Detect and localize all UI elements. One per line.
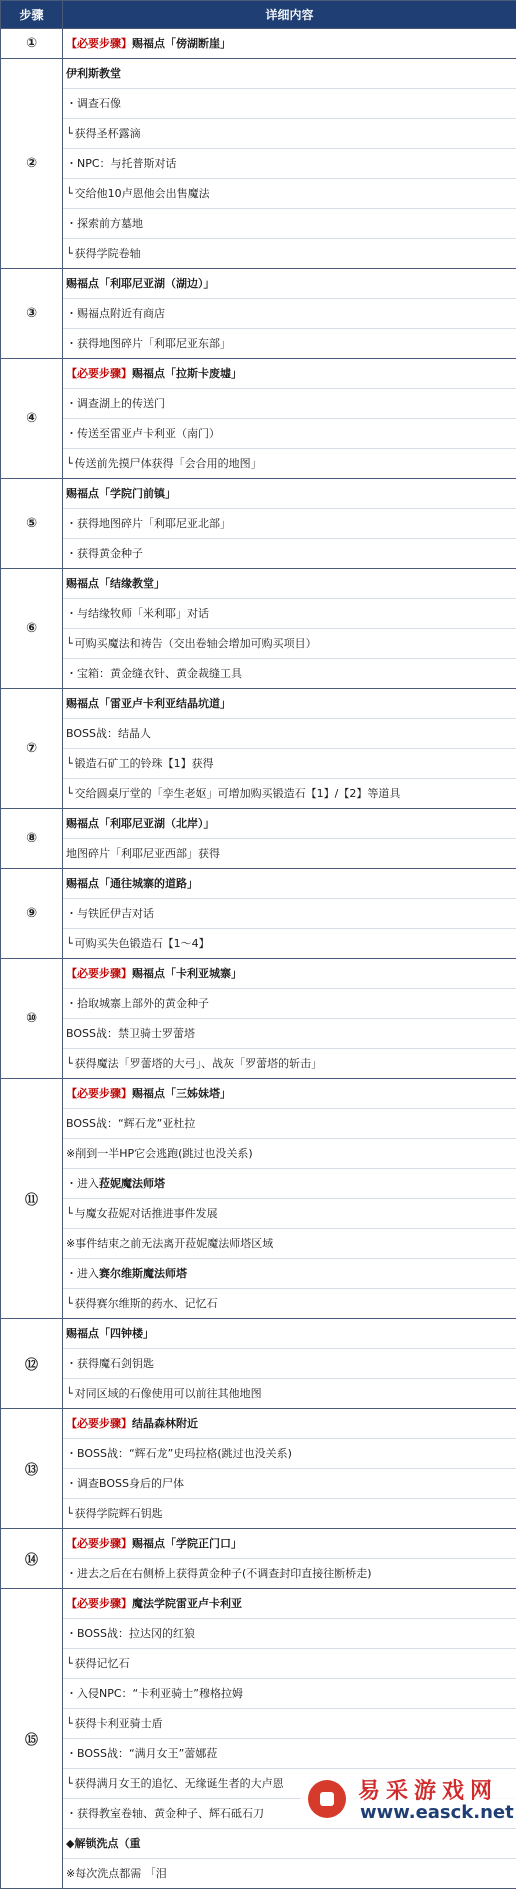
heading-text: 赛尔维斯魔法师塔 bbox=[99, 1267, 187, 1280]
detail-line: ※事件结束之前无法离开菈妮魔法师塔区域 bbox=[63, 1229, 516, 1259]
required-step-tag: 【必要步骤】 bbox=[66, 1537, 132, 1550]
detail-line: BOSS战：结晶人 bbox=[63, 719, 516, 749]
step-number: ② bbox=[1, 59, 63, 269]
heading-text: 赐福点「三姊妹塔」 bbox=[132, 1087, 231, 1100]
table-header-row bbox=[1, 1, 516, 29]
heading-text: ・进入 bbox=[66, 1267, 99, 1280]
table-row bbox=[1, 809, 516, 869]
detail-line: ・ 与铁匠伊吉对话 bbox=[63, 899, 516, 929]
step-detail bbox=[63, 569, 516, 689]
location-heading: 伊利斯教堂 bbox=[63, 59, 516, 89]
table-row bbox=[1, 1079, 516, 1319]
detail-line: └ 获得学院辉石钥匙 bbox=[63, 1499, 516, 1528]
detail-line: ・ 获得教室卷轴、黄金种子、辉石砥石刀 bbox=[63, 1799, 516, 1829]
step-detail bbox=[63, 29, 516, 59]
detail-line: ・ 获得地图碎片「利耶尼亚北部」 bbox=[63, 509, 516, 539]
location-heading bbox=[63, 1589, 516, 1619]
detail-line: └ 与魔女菈妮对话推进事件发展 bbox=[63, 1199, 516, 1229]
detail-line: BOSS战：“辉石龙”亚杜拉 bbox=[63, 1109, 516, 1139]
table-row bbox=[1, 959, 516, 1079]
table-body bbox=[1, 29, 516, 1889]
step-detail bbox=[63, 269, 516, 359]
detail-line: └ 可购买失色锻造石【1～4】 bbox=[63, 929, 516, 958]
step-number: ④ bbox=[1, 359, 63, 479]
step-detail bbox=[63, 359, 516, 479]
table-row bbox=[1, 869, 516, 959]
detail-line: ・ BOSS战：拉达冈的红狼 bbox=[63, 1619, 516, 1649]
location-heading: 赐福点「雷亚卢卡利亚结晶坑道」 bbox=[63, 689, 516, 719]
detail-line: ※每次洗点都需 「泪 bbox=[63, 1859, 516, 1888]
detail-line: BOSS战：禁卫骑士罗蕾塔 bbox=[63, 1019, 516, 1049]
step-number: ⑦ bbox=[1, 689, 63, 809]
table-row bbox=[1, 1409, 516, 1529]
detail-line: ・ 进去之后在右侧桥上获得黄金种子(不调查封印直接往断桥走) bbox=[63, 1559, 516, 1588]
detail-line: ・ 获得魔石剑钥匙 bbox=[63, 1349, 516, 1379]
detail-line: ・ 传送至雷亚卢卡利亚（南门） bbox=[63, 419, 516, 449]
table-row bbox=[1, 1319, 516, 1409]
detail-line: └ 获得满月女王的追忆、无缘诞生者的大卢恩 bbox=[63, 1769, 516, 1799]
step-detail bbox=[63, 479, 516, 569]
site-logo-icon bbox=[308, 1780, 346, 1818]
location-heading: 赐福点「四钟楼」 bbox=[63, 1319, 516, 1349]
step-number: ⑭ bbox=[1, 1529, 63, 1589]
detail-line: └ 交给他10卢恩他会出售魔法 bbox=[63, 179, 516, 209]
detail-line: ・ 探索前方墓地 bbox=[63, 209, 516, 239]
heading-text: 赐福点「傍湖断崖」 bbox=[132, 37, 231, 50]
table-row bbox=[1, 689, 516, 809]
detail-line: ・ 与结缘牧师「米利耶」对话 bbox=[63, 599, 516, 629]
table-row bbox=[1, 29, 516, 59]
location-heading: 赐福点「通往城寨的道路」 bbox=[63, 869, 516, 899]
required-step-tag: 【必要步骤】 bbox=[66, 367, 132, 380]
heading-text: ・进入 bbox=[66, 1177, 99, 1190]
heading-text: 赐福点「拉斯卡废墟」 bbox=[132, 367, 242, 380]
required-step-tag: 【必要步骤】 bbox=[66, 967, 132, 980]
table-row bbox=[1, 359, 516, 479]
step-detail bbox=[63, 689, 516, 809]
step-detail bbox=[63, 1409, 516, 1529]
detail-line: ・ 入侵NPC：“卡利亚骑士”穆格拉姆 bbox=[63, 1679, 516, 1709]
detail-line: └ 可购买魔法和祷告（交出卷轴会增加可购买项目） bbox=[63, 629, 516, 659]
location-heading: ◆解锁洗点（重 bbox=[63, 1829, 516, 1859]
step-detail bbox=[63, 1319, 516, 1409]
required-step-tag: 【必要步骤】 bbox=[66, 1597, 132, 1610]
step-detail bbox=[63, 959, 516, 1079]
location-heading bbox=[63, 1529, 516, 1559]
detail-line: └ 锻造石矿工的铃珠【1】获得 bbox=[63, 749, 516, 779]
column-header-step: 步骤 bbox=[1, 1, 63, 29]
detail-line: ・ BOSS战：“满月女王”蕾娜菈 bbox=[63, 1739, 516, 1769]
location-heading: 赐福点「学院门前镇」 bbox=[63, 479, 516, 509]
step-number: ⑪ bbox=[1, 1079, 63, 1319]
detail-line: ・ 获得地图碎片「利耶尼亚东部」 bbox=[63, 329, 516, 358]
location-heading bbox=[63, 359, 516, 389]
step-number: ① bbox=[1, 29, 63, 59]
location-heading bbox=[63, 1169, 516, 1199]
table-row bbox=[1, 59, 516, 269]
watermark-title: 易采游戏网 bbox=[358, 1774, 498, 1805]
detail-line: ・ 宝箱：黄金缝衣针、黄金裁缝工具 bbox=[63, 659, 516, 688]
detail-line: 地图碎片「利耶尼亚西部」获得 bbox=[63, 839, 516, 868]
detail-line: └ 传送前先摸尸体获得「会合用的地图」 bbox=[63, 449, 516, 478]
detail-line: ・ 调查BOSS身后的尸体 bbox=[63, 1469, 516, 1499]
site-watermark bbox=[300, 1770, 516, 1828]
step-detail bbox=[63, 1079, 516, 1319]
step-detail bbox=[63, 1529, 516, 1589]
column-header-detail: 详细内容 bbox=[63, 1, 516, 29]
step-number: ⑮ bbox=[1, 1589, 63, 1889]
location-heading bbox=[63, 1079, 516, 1109]
heading-text: 结晶森林附近 bbox=[132, 1417, 198, 1430]
location-heading bbox=[63, 1409, 516, 1439]
table-row bbox=[1, 1529, 516, 1589]
step-number: ⑧ bbox=[1, 809, 63, 869]
step-number: ⑬ bbox=[1, 1409, 63, 1529]
detail-line: └ 获得魔法「罗蕾塔的大弓」、战灰「罗蕾塔的斩击」 bbox=[63, 1049, 516, 1078]
table-row bbox=[1, 569, 516, 689]
watermark-url: www.easck.net bbox=[360, 1802, 514, 1823]
location-heading: 赐福点「利耶尼亚湖（北岸）」 bbox=[63, 809, 516, 839]
step-detail bbox=[63, 869, 516, 959]
step-number: ⑨ bbox=[1, 869, 63, 959]
detail-line: └ 获得记忆石 bbox=[63, 1649, 516, 1679]
table-row bbox=[1, 479, 516, 569]
step-detail bbox=[63, 59, 516, 269]
step-number: ⑤ bbox=[1, 479, 63, 569]
location-heading bbox=[63, 1259, 516, 1289]
detail-line: ※削到一半HP它会逃跑(跳过也没关系) bbox=[63, 1139, 516, 1169]
step-detail bbox=[63, 809, 516, 869]
detail-line: └ 对同区域的石像使用可以前往其他地图 bbox=[63, 1379, 516, 1408]
detail-line: └ 获得圣杯露滴 bbox=[63, 119, 516, 149]
detail-line: ・ BOSS战：“辉石龙”史玛拉格(跳过也没关系) bbox=[63, 1439, 516, 1469]
step-number: ③ bbox=[1, 269, 63, 359]
heading-text: 魔法学院雷亚卢卡利亚 bbox=[132, 1597, 242, 1610]
table-row bbox=[1, 1589, 516, 1889]
detail-line: ・ 赐福点附近有商店 bbox=[63, 299, 516, 329]
detail-line: └ 交给圆桌厅堂的「孪生老妪」可增加购买锻造石【1】/【2】等道具 bbox=[63, 779, 516, 808]
detail-line: ・ 调查石像 bbox=[63, 89, 516, 119]
detail-line: ・ 调查湖上的传送门 bbox=[63, 389, 516, 419]
required-step-tag: 【必要步骤】 bbox=[66, 37, 132, 50]
detail-line: └ 获得学院卷轴 bbox=[63, 239, 516, 268]
heading-text: 赐福点「学院正门口」 bbox=[132, 1537, 242, 1550]
step-number: ⑩ bbox=[1, 959, 63, 1079]
detail-line: ・ NPC：与托普斯对话 bbox=[63, 149, 516, 179]
step-number: ⑥ bbox=[1, 569, 63, 689]
heading-text: 菈妮魔法师塔 bbox=[99, 1177, 165, 1190]
location-heading bbox=[63, 959, 516, 989]
required-step-tag: 【必要步骤】 bbox=[66, 1087, 132, 1100]
location-heading bbox=[63, 29, 516, 58]
detail-line: └ 获得赛尔维斯的药水、记忆石 bbox=[63, 1289, 516, 1318]
heading-text: 赐福点「卡利亚城寨」 bbox=[132, 967, 242, 980]
detail-line: └ 获得卡利亚骑士盾 bbox=[63, 1709, 516, 1739]
step-number: ⑫ bbox=[1, 1319, 63, 1409]
location-heading: 赐福点「利耶尼亚湖（湖边）」 bbox=[63, 269, 516, 299]
detail-line: ・ 获得黄金种子 bbox=[63, 539, 516, 568]
required-step-tag: 【必要步骤】 bbox=[66, 1417, 132, 1430]
table-row bbox=[1, 269, 516, 359]
step-detail bbox=[63, 1589, 516, 1889]
detail-line: ・ 拾取城寨上部外的黄金种子 bbox=[63, 989, 516, 1019]
location-heading: 赐福点「结缘教堂」 bbox=[63, 569, 516, 599]
